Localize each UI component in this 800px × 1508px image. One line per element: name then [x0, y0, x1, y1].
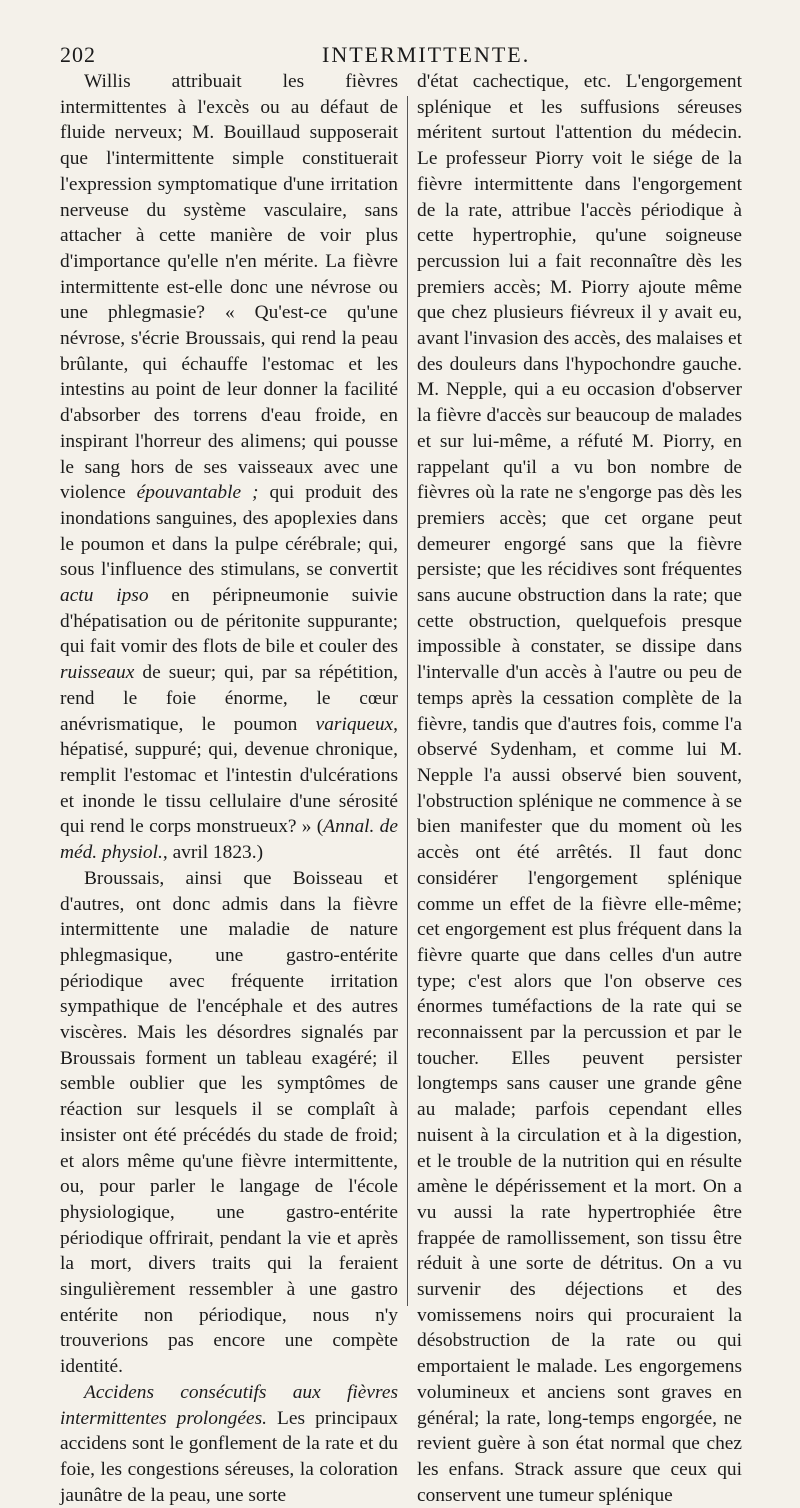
column-divider — [407, 96, 408, 1306]
paragraph: d'état cachectique, etc. L'engorgement splénique et les suffusions séreuses méritent surtout l'attention du médecin. Le professeur Piorry voit le siége de la fièvre intermittente dans l'engorgement de la rate, attribue l'accès périodique à cette hypertrophie, qu'une soigneuse percussion lui a fait reconnaître dès les premiers accès; M. Piorry ajoute même que chez plusieurs fiévreux il y avait eu, avant l'invasion des accès, des malaises et des douleurs dans l'hypochondre gauche. M. Nepple, qui a eu occasion d'observer la fièvre d'accès sur beaucoup de malades et sur lui-même, a réfuté M. Piorry, en rappelant qu'il a vu bon nombre de fièvres où la rate ne s'engorge pas dès les premiers accès; que cet organe peut demeurer engorgé sans que la fièvre persiste; que les récidives sont fréquentes sans aucune obstruction dans la rate; que cette obstruction, quelquefois presque impossible à constater, se dissipe dans l'intervalle d'un accès à l'autre ou peu de temps après la cessation complète de la fièvre, tandis que d'autres fois, comme l'a observé Sydenham, et comme lui M. Nepple l'a aussi observé bien souvent, l'obstruction splénique ne commence à se bien manifester que du moment où les accès ont été arrêtés. Il faut donc considérer l'engorgement splénique comme un effet de la fièvre elle-même; cet engorgement est plus fréquent dans la fièvre quarte que dans celles d'un autre type; c'est alors que l'on observe ces énormes tuméfactions de la rate qui se reconnaissent par la percussion et par le toucher. Elles peuvent persister longtemps sans causer une grande gêne au malade; parfois cependant elles nuisent à la circulation et à la digestion, et le trouble de la nutrition qui en résulte amène le dépérissement et la mort. On a vu aussi la rate hypertrophiée être frappée de ramollissement, son tissu être réduit à une sorte de détritus. On a vu survenir des déjections et des vomissemens noirs qui procuraient la désobstruction de la rate ou qui emportaient le malade. Les engorgemens volumineux et anciens sont graves en général; la rate, long-temps engorgée, ne revient guère à son état normal que chez les enfans. Strack assure que ceux qui conservent une tumeur splénique — [417, 71, 742, 1506]
section-heading: Accidens consécutifs aux fièvres intermittentes prolongées. — [60, 1381, 398, 1429]
page-header — [60, 42, 740, 72]
paragraph: Broussais, ainsi que Boisseau et d'autres, ont donc admis dans la fièvre intermittente une maladie de nature phlegmasique, une gastro-entérite périodique avec fréquente irritation sympathique de l'encéphale et des autres viscères. Mais les désordres signalés par Broussais forment un tableau exagéré; il semble oublier que les symptômes de réaction sur lesquels il se complaît à insister ont été précédés du stade de froid; et alors même qu'une fièvre intermittente, ou, pour parler le langage de l'école physiologique, une gastro-entérite périodique offrirait, pendant la vie et après la mort, divers traits qui la feraient singulièrement ressembler à une gastro entérite non périodique, nous n'y trouverions pas encore une compète identité. — [60, 867, 398, 1378]
paragraph: Accidens consécutifs aux fièvres intermittentes prolongées. Les principaux accidens sont le gonflement de la rate et du foie, les congestions séreuses, la coloration jaunâtre de la peau, une sorte — [60, 1381, 398, 1506]
right-column — [417, 69, 742, 1508]
page-number: 202 — [60, 42, 96, 67]
paragraph: Willis attribuait les fièvres intermittentes à l'excès ou au défaut de fluide nerveux; M. Bouillaud supposerait que l'intermittente simple constituerait l'expression symptomatique d'une irritation nerveuse du système vasculaire, sans attacher à cette manière de voir plus d'importance qu'elle n'en mérite. La fièvre intermittente est-elle donc une névrose ou une phlegmasie? « Qu'est-ce qu'une névrose, s'écrie Broussais, qui rend la peau brûlante, qui échauffe l'estomac et les intestins au point de leur donner la facilité d'absorber des torrens d'eau froide, en inspirant l'horreur des alimens; qui pousse le sang hors de ses vaisseaux avec une violence épouvantable ; qui produit des inondations sanguines, des apoplexies dans le poumon et dans la pulpe cérébrale; qui, sous l'influence des stimulans, se convertit actu ipso en péripneumonie suivie d'hépatisation ou de péritonite suppurante; qui fait vomir des flots de bile et couler des ruisseaux de sueur; qui, par sa répétition, rend le foie énorme, le cœur anévrismatique, le poumon variqueux, hépatisé, suppuré; qui, devenue chronique, remplit l'estomac et l'intestin d'ulcérations et inonde le tissu cellulaire d'une sérosité qui rend le corps monstrueux? » (Annal. de méd. physiol., avril 1823.) — [60, 71, 399, 864]
running-title: INTERMITTENTE. — [322, 42, 531, 67]
left-column — [60, 69, 398, 1508]
